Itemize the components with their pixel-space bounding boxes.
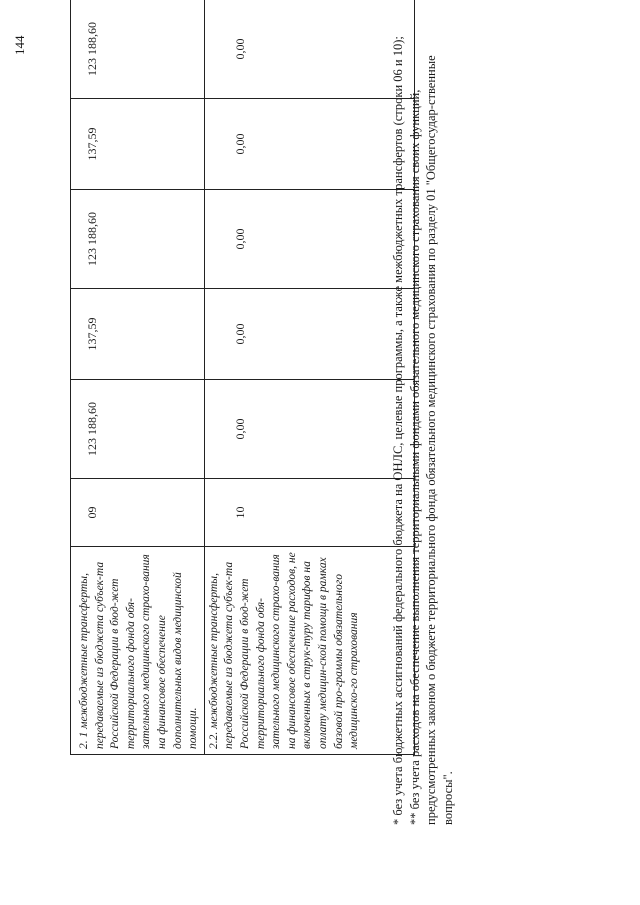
table-row: [71, 0, 205, 755]
page-number: 144: [12, 35, 27, 55]
row-code-cell: 09: [71, 479, 205, 547]
row-name-cell: 2.2. межбюджетные трансферты, передаваемые из бюджета субъек-та Российской Федерации в бюд-жет территориального фонда обя-зательного медицинского страхо-вания на финансовое обеспечение расходов, не включенных в струк-туру тарифов на оплату медицин-ской помощи в рамках базовой про-граммы обязательного медицинско-го страхования: [204, 547, 414, 755]
value-cell: 0,00: [204, 190, 414, 289]
value-cell: 123 188,60: [71, 380, 205, 479]
data-table: [70, 0, 415, 755]
footnotes: [390, 15, 456, 825]
footnote-1: * без учета бюджетных ассигнований федерального бюджета на ОНЛС, целевые программы, а также межбюджетных трансфертов (строки 06 и 10);: [391, 36, 405, 825]
value-cell: 137,59: [71, 289, 205, 380]
value-cell: 137,59: [71, 99, 205, 190]
value-cell: 0,00: [204, 99, 414, 190]
value-cell: 0,00: [204, 289, 414, 380]
table-row: [204, 0, 414, 755]
row-name-cell: 2. 1 межбюджетные трансферты, передаваемые из бюджета субъек-та Российской Федерации в бюд-жет территориального фонда обя-зательного медицинского страхо-вания на финансовое обеспечение дополнительных видов медицинской помощи.: [71, 547, 205, 755]
row-code-cell: 10: [204, 479, 414, 547]
value-cell: 123 188,60: [71, 190, 205, 289]
value-cell: 123 188,60: [71, 0, 205, 99]
value-cell: 0,00: [204, 380, 414, 479]
value-cell: 0,00: [204, 0, 414, 99]
footnote-2: ** без учета расходов на обеспечение выполнения территориальными фондами обязательного медицинского страхования своих функций, предусмотренных законом о бюджете территориального фонда обязательного медицинского страхования по разделу 01 "Общегосудар-ственные вопросы".: [407, 55, 455, 825]
